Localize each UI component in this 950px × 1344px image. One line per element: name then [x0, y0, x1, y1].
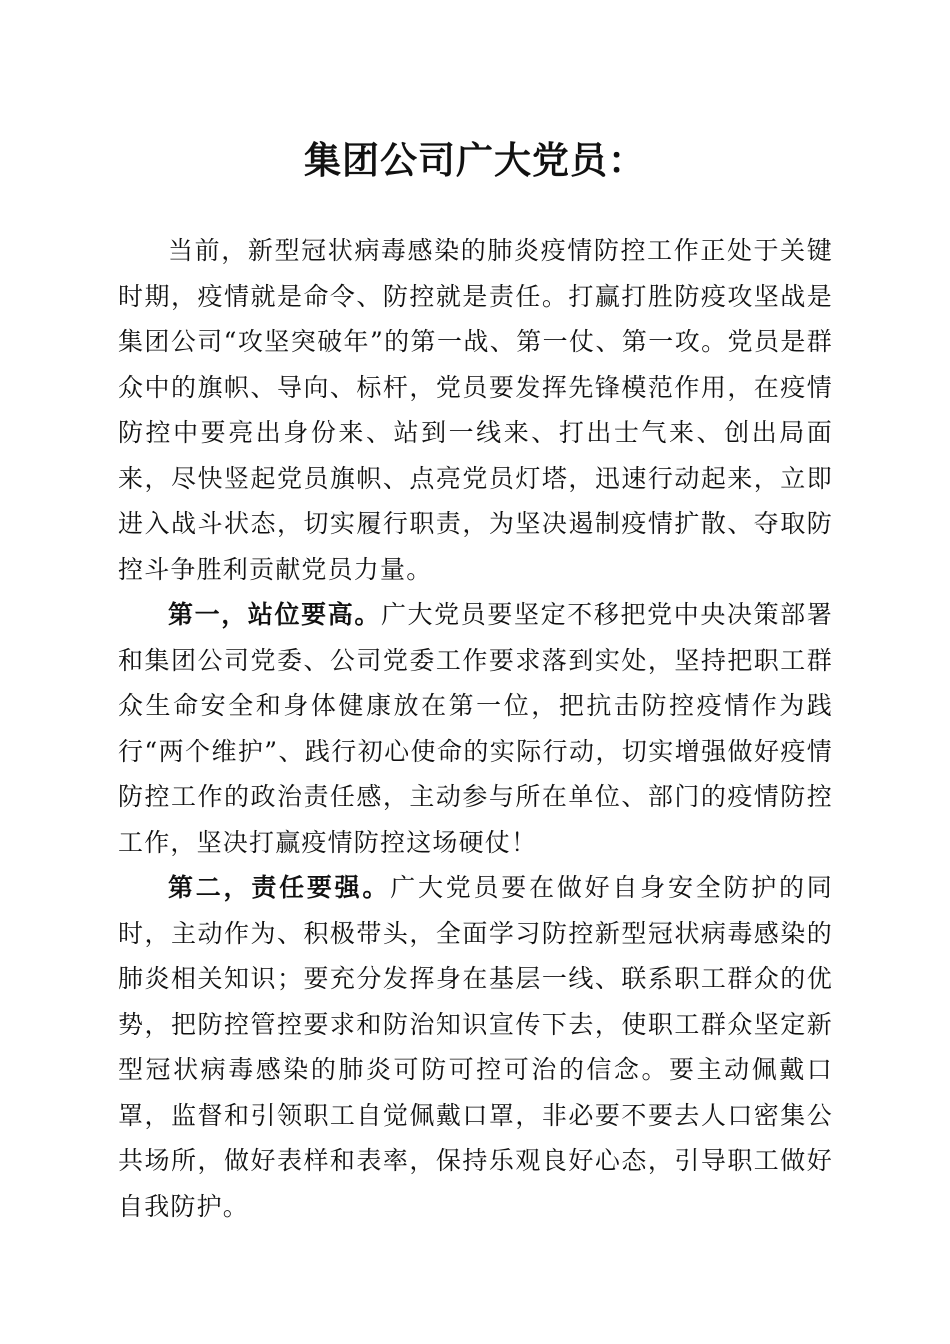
- paragraph-text: 广大党员要在做好自身安全防护的同时，主动作为、积极带头，全面学习防控新型冠状病毒感染的肺炎相关知识；要充分发挥身在基层一线、联系职工群众的优势，把防控管控要求和防治知识宣传下去，使职工群众坚定新型冠状病毒感染的肺炎可防可控可治的信念。要主动佩戴口罩，监督和引领职工自觉佩戴口罩，非必要不要去人口密集公共场所，做好表样和表率，保持乐观良好心态，引导职工做好自我防护。: [118, 873, 834, 1221]
- paragraph-lead: 第二，责任要强。: [168, 873, 391, 902]
- paragraph-point-two: [118, 865, 833, 1229]
- document-title: 集团公司广大党员：: [304, 138, 646, 182]
- paragraph-intro: [118, 228, 833, 592]
- paragraph-text: 广大党员要坚定不移把党中央决策部署和集团公司党委、公司党委工作要求落到实处，坚持把职工群众生命安全和身体健康放在第一位，把抗击防控疫情作为践行“两个维护”、践行初心使命的实际行动，切实增强做好疫情防控工作的政治责任感，主动参与所在单位、部门的疫情防控工作，坚决打赢疫情防控这场硬仗！: [118, 600, 833, 857]
- paragraph-lead: 第一，站位要高。: [168, 600, 381, 629]
- paragraph-point-one: [118, 592, 833, 865]
- document-body: [118, 228, 833, 1229]
- paragraph-text: 当前，新型冠状病毒感染的肺炎疫情防控工作正处于关键时期，疫情就是命令、防控就是责任。打赢打胜防疫攻坚战是集团公司“攻坚突破年”的第一战、第一仗、第一攻。党员是群众中的旗帜、导向、标杆，党员要发挥先锋模范作用，在疫情防控中要亮出身份来、站到一线来、打出士气来、创出局面来，尽快竖起党员旗帜、点亮党员灯塔，迅速行动起来，立即进入战斗状态，切实履行职责，为坚决遏制疫情扩散、夺取防控斗争胜利贡献党员力量。: [118, 236, 833, 584]
